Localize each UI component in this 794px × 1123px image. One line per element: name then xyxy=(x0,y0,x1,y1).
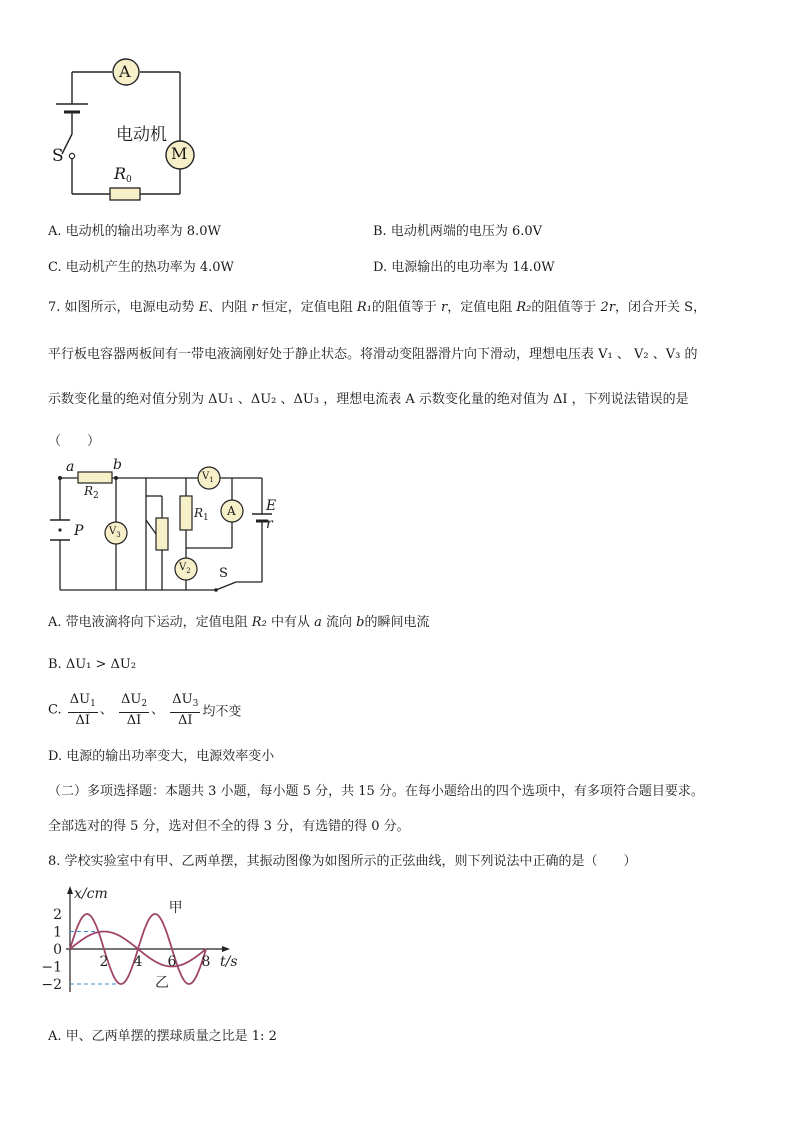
fraction-du3-di: $\frac{\Delta U_3}{\Delta I}$ xyxy=(172,692,199,728)
q7-option-d: D. 电源的输出功率变大，电源效率变小 xyxy=(48,749,275,764)
y-axis-label: x/cm xyxy=(74,886,108,902)
resistor-r2-icon xyxy=(78,472,112,483)
x-axis-arrow xyxy=(222,946,230,952)
resistance-r-label: r xyxy=(266,516,273,532)
series-label-jia: 甲 xyxy=(168,900,183,916)
q7-option-c: C. $\frac{\Delta U_1}{\Delta I}$ 、 $\frac{\Delta U_2}{\Delta I}$ 、 $\frac{\Delta U_3}{\Delta I}$ 均不变 xyxy=(48,692,242,728)
q6-option-b: B. 电动机两端的电压为 6.0V xyxy=(373,224,543,239)
q7-option-a: A. 带电液滴将向下运动，定值电阻 R₂ 中有从 a 流向 b的瞬间电流 xyxy=(48,615,430,630)
y-tick-label: 0 xyxy=(53,942,62,958)
q6-option-d: D. 电源输出的电功率为 14.0W xyxy=(373,260,555,275)
q7-option-b: B. ΔU₁ > ΔU₂ xyxy=(48,657,137,672)
fraction-du2-di: $\frac{\Delta U_2}{\Delta I}$ xyxy=(121,692,148,728)
q8-stem: 8. 学校实验室中有甲、乙两单摆，其振动图像为如图所示的正弦曲线，则下列说法中正确的是（ ） xyxy=(48,854,637,869)
v1-label: $V_1$ xyxy=(202,471,214,484)
q8-option-a: A. 甲、乙两单摆的摆球质量之比是 1: 2 xyxy=(48,1029,277,1044)
series-label-yi: 乙 xyxy=(155,975,169,991)
q7-stem-line2: 平行板电容器两板间有一带电液滴刚好处于静止状态。将滑动变阻器滑片向下滑动，理想电压表 V₁ 、 V₂ 、V₃ 的 xyxy=(48,347,698,362)
emf-e-label: E xyxy=(266,498,277,514)
v3-label: $V_3$ xyxy=(109,526,121,539)
y-tick-label: −1 xyxy=(41,959,62,976)
ammeter-a-label: A xyxy=(227,504,236,518)
node-a-label: a xyxy=(66,459,75,475)
pendulum-vibration-chart xyxy=(41,880,264,1000)
v2-label: $V_2$ xyxy=(179,562,191,575)
resistor-r1-icon xyxy=(180,496,192,530)
x-tick-label: 2 xyxy=(99,954,109,970)
q6-option-a: A. 电动机的输出功率为 8.0W xyxy=(48,224,221,239)
y-axis-arrow xyxy=(67,886,73,894)
node-b-label: b xyxy=(113,457,122,473)
resistor-label: $R_0$ xyxy=(114,164,132,185)
y-tick-label: −2 xyxy=(41,977,62,993)
switch-s-label: S xyxy=(219,566,228,581)
fraction-du1-di: $\frac{\Delta U_1}{\Delta I}$ xyxy=(69,692,96,728)
section2-line2: 全部选对的得 5 分，选对但不全的得 3 分，有选错的得 0 分。 xyxy=(48,819,410,834)
section2-line1: （二）多项选择题：本题共 3 小题，每小题 5 分，共 15 分。在每小题给出的四个选项中，有多项符合题目要求。 xyxy=(48,784,704,799)
q6-option-c: C. 电动机产生的热功率为 4.0W xyxy=(48,260,234,275)
motor-label: 电动机 xyxy=(116,125,167,145)
r1-label: $R_1$ xyxy=(194,506,209,523)
capacitor-p-label: P xyxy=(74,523,84,539)
resistor-r0-icon xyxy=(110,188,140,200)
switch-label: S xyxy=(52,146,64,166)
x-tick-label: 4 xyxy=(133,954,143,970)
y-tick-label: 1 xyxy=(53,924,62,941)
q7-stem-line1: 7. 如图所示，电源电动势 E、内阻 r 恒定，定值电阻 R₁的阻值等于 r，定值电阻 R₂的阻值等于 2r，闭合开关 S， xyxy=(48,300,707,315)
motor-symbol-label: M xyxy=(171,144,188,163)
y-tick-label: 2 xyxy=(53,907,62,923)
rheostat-icon xyxy=(156,518,168,550)
r2-label: $R_2$ xyxy=(84,484,99,501)
ammeter-label: A xyxy=(119,62,131,81)
x-tick-label: 6 xyxy=(167,954,177,970)
q7-stem-line3: 示数变化量的绝对值分别为 ΔU₁ 、ΔU₂ 、ΔU₃ ，理想电流表 A 示数变化量的绝对值为 ΔI ，下列说法错误的是 xyxy=(48,392,689,407)
x-tick-label: 8 xyxy=(201,954,211,970)
q7-answer-bracket: （ ） xyxy=(48,434,101,449)
x-axis-label: t/s xyxy=(220,954,238,970)
